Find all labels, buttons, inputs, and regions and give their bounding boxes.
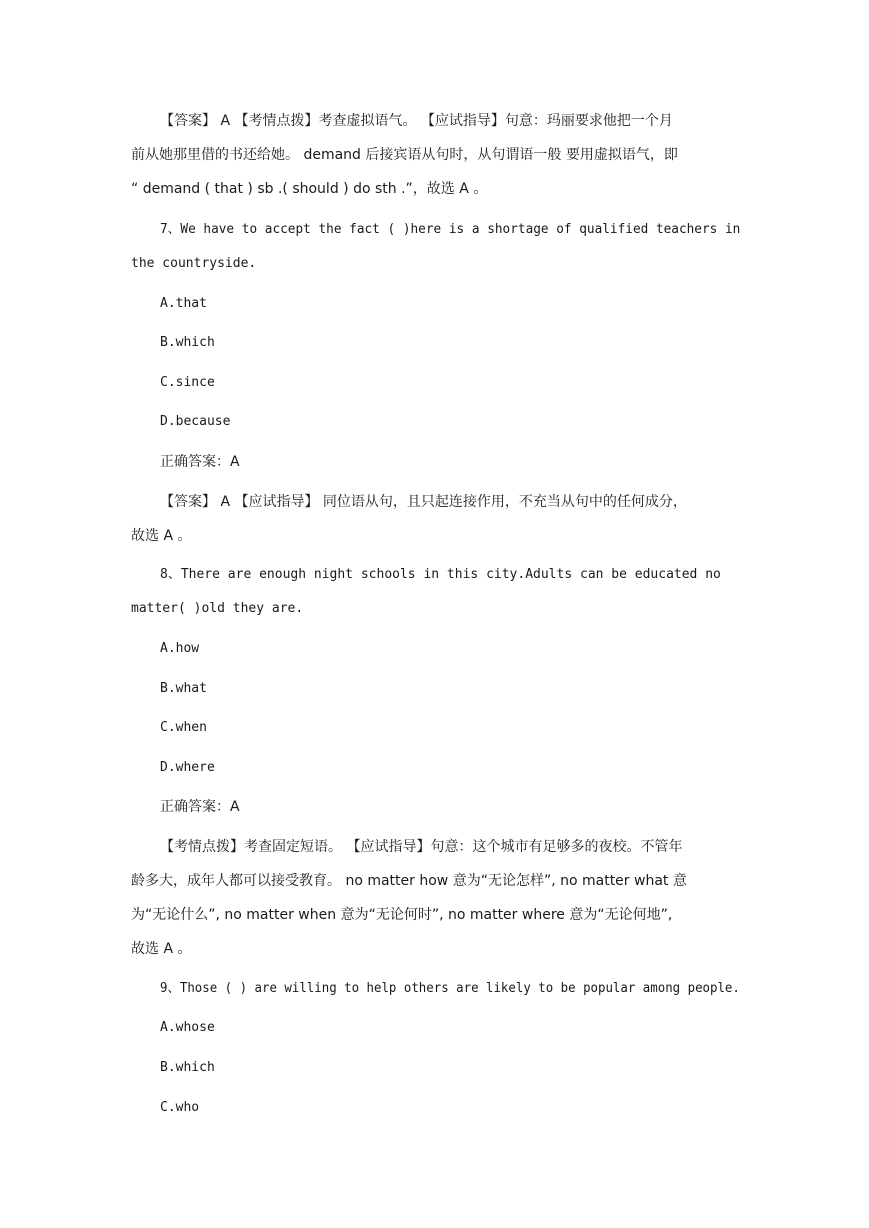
q7-correct-answer: 正确答案：A bbox=[160, 454, 240, 470]
q8-stem: 8、There are enough night schools in this city.Adults can be educated no bbox=[160, 567, 721, 582]
q7-option-b: B.which bbox=[160, 335, 215, 350]
q7-option-d: D.because bbox=[160, 414, 231, 429]
q8-option-a: A.how bbox=[160, 641, 200, 656]
q9-option-a: A.whose bbox=[160, 1020, 215, 1035]
q8-stem: matter( )old they are. bbox=[131, 601, 304, 616]
q8-option-d: D.where bbox=[160, 760, 215, 775]
q8-answer-note-line: 【考情点拨】考查固定短语。 【应试指导】句意：这个城市有足够多的夜校。不管年 bbox=[160, 839, 683, 855]
q7-option-a: A.that bbox=[160, 296, 207, 311]
q8-answer-note-line: 故选 A 。 bbox=[131, 941, 192, 957]
q6-answer-note-line: 前从她那里借的书还给她。 demand 后接宾语从句时，从句谓语一般 要用虚拟语气，即 bbox=[131, 147, 678, 163]
q9-option-b: B.which bbox=[160, 1060, 215, 1075]
q7-answer-note-line: 故选 A 。 bbox=[131, 528, 192, 544]
q9-option-c: C.who bbox=[160, 1100, 200, 1115]
q6-answer-note-line: 【答案】 A 【考情点拨】考查虚拟语气。 【应试指导】句意：玛丽要求他把一个月 bbox=[160, 113, 673, 129]
q8-answer-note-line: 为“无论什么”, no matter when 意为“无论何时”, no matter where 意为“无论何地”, bbox=[131, 907, 673, 923]
q9-stem: 9、Those ( ) are willing to help others are likely to be popular among people. bbox=[160, 981, 740, 996]
q8-answer-note-line: 龄多大，成年人都可以接受教育。 no matter how 意为“无论怎样”, no matter what 意 bbox=[131, 873, 687, 889]
q8-correct-answer: 正确答案：A bbox=[160, 799, 240, 815]
q6-answer-note-line: “ demand ( that ) sb .( should ) do sth .”，故选 A 。 bbox=[131, 181, 488, 197]
q7-stem: the countryside. bbox=[131, 256, 257, 271]
q7-answer-note-line: 【答案】 A 【应试指导】 同位语从句，且只起连接作用，不充当从句中的任何成分， bbox=[160, 494, 687, 510]
q7-stem: 7、We have to accept the fact ( )here is a shortage of qualified teachers in bbox=[160, 222, 741, 237]
q7-option-c: C.since bbox=[160, 375, 215, 390]
q8-option-b: B.what bbox=[160, 681, 207, 696]
q8-option-c: C.when bbox=[160, 720, 207, 735]
